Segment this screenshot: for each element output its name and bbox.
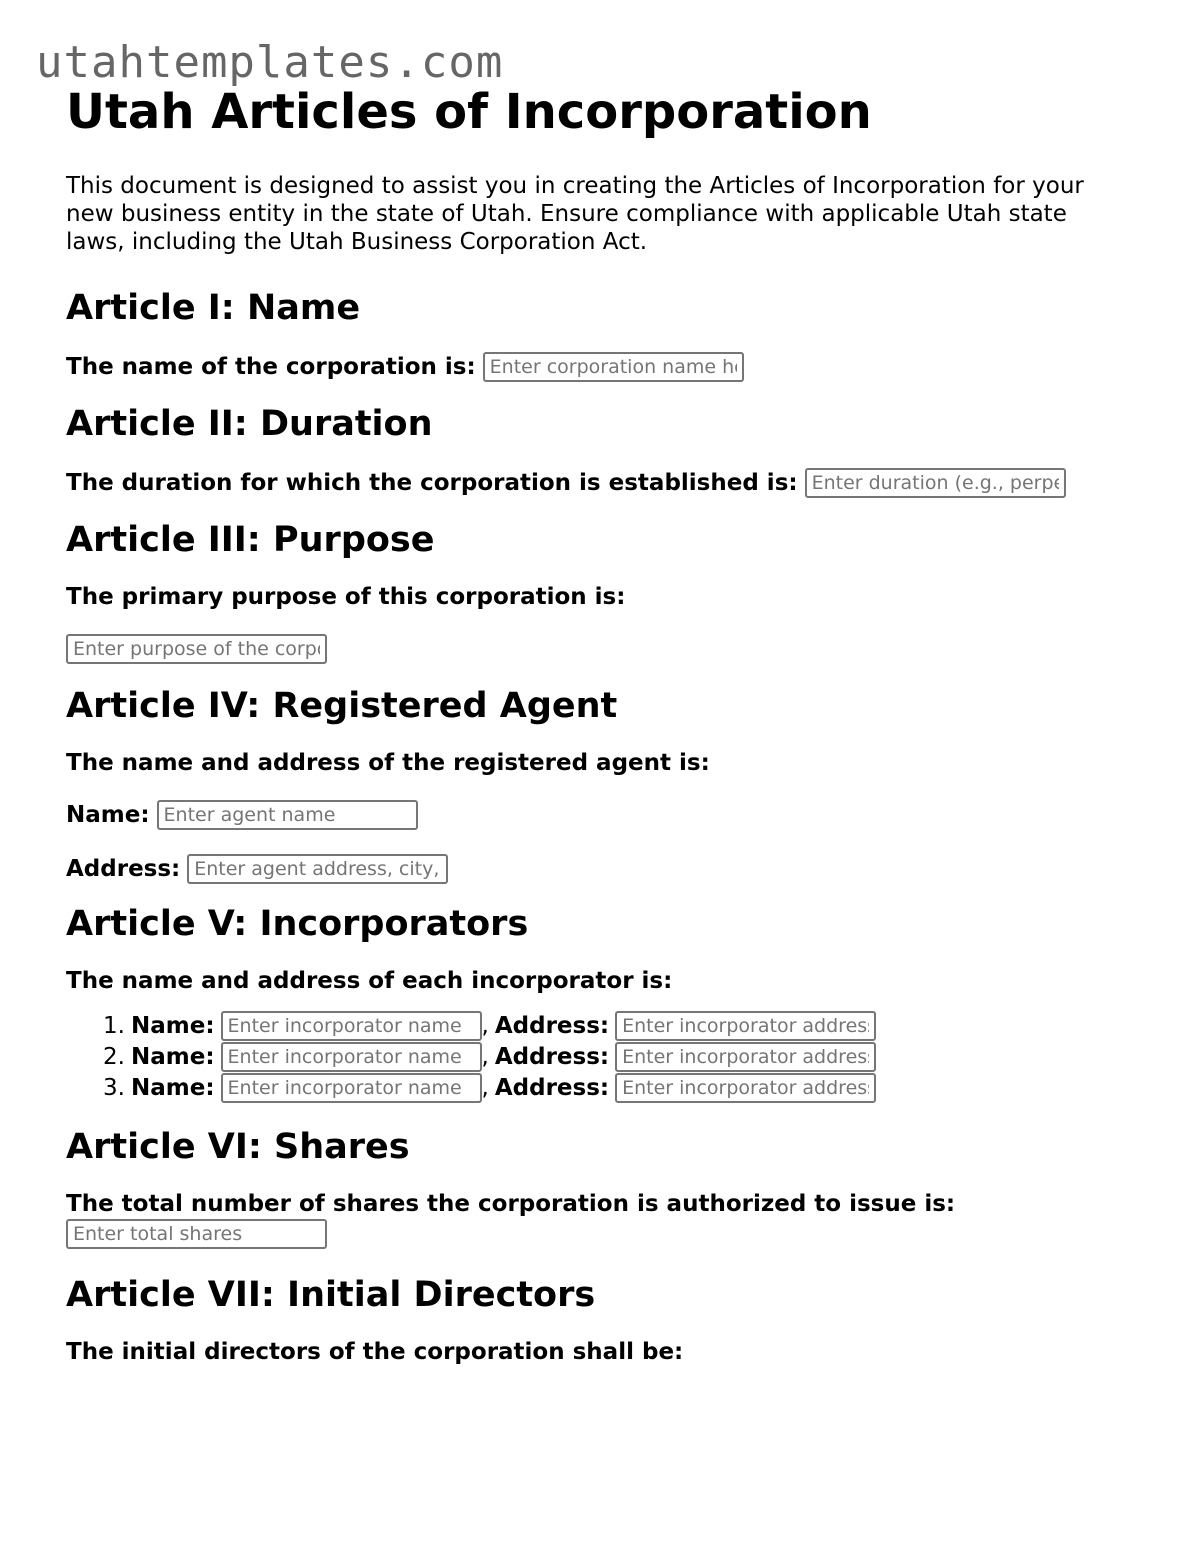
incorporator-name-label: Name: [131, 1074, 215, 1101]
incorporator-address-input[interactable] [615, 1011, 876, 1041]
incorporator-address-label: Address: [494, 1043, 610, 1070]
agent-address-row [66, 854, 1126, 884]
page-title: Utah Articles of Incorporation [66, 84, 872, 140]
incorporator-name-label: Name: [131, 1012, 215, 1039]
incorporator-address-label: Address: [494, 1074, 610, 1101]
article-6-heading: Article VI: Shares [66, 1127, 410, 1167]
separator: , [481, 1043, 489, 1070]
purpose-row [66, 634, 1126, 664]
incorporator-name-input[interactable] [221, 1073, 482, 1103]
corporation-name-label: The name of the corporation is: [66, 354, 476, 380]
duration-row [66, 468, 1126, 498]
shares-row [66, 1219, 1126, 1249]
incorporators-list [66, 1010, 1126, 1103]
article-3-heading: Article III: Purpose [66, 520, 435, 560]
article-5-heading: Article V: Incorporators [66, 904, 529, 944]
incorporator-name-input[interactable] [221, 1042, 482, 1072]
document-body [66, 82, 1126, 1367]
separator: , [481, 1074, 489, 1101]
agent-name-row [66, 800, 1126, 830]
separator: , [481, 1012, 489, 1039]
incorporator-address-input[interactable] [615, 1073, 876, 1103]
article-2-heading: Article II: Duration [66, 404, 433, 444]
list-number: 3. [103, 1074, 125, 1101]
corporation-name-input[interactable] [483, 352, 744, 382]
incorporator-name-input[interactable] [221, 1011, 482, 1041]
incorporator-name-label: Name: [131, 1043, 215, 1070]
agent-name-input[interactable] [157, 800, 418, 830]
incorporator-item [66, 1072, 1126, 1103]
list-number: 2. [103, 1043, 125, 1070]
shares-input[interactable] [66, 1219, 327, 1249]
incorporator-item [66, 1041, 1126, 1072]
article-4-heading: Article IV: Registered Agent [66, 686, 618, 726]
watermark: utahtemplates.com [36, 37, 504, 88]
duration-input[interactable] [805, 468, 1066, 498]
purpose-input[interactable] [66, 634, 327, 664]
duration-label: The duration for which the corporation is established is: [66, 470, 798, 496]
agent-address-label: Address: [66, 856, 181, 882]
incorporators-label: The name and address of each incorporator is: [66, 968, 673, 994]
agent-label: The name and address of the registered agent is: [66, 750, 710, 776]
agent-address-input[interactable] [187, 854, 448, 884]
list-number: 1. [103, 1012, 125, 1039]
intro-paragraph: This document is designed to assist you in creating the Articles of Incorporation for your new business entity in the state of Utah. Ensure compliance with applicable Utah state laws, including the Utah Business Corporation Act. [66, 173, 1084, 255]
corporation-name-row [66, 352, 1126, 382]
directors-label: The initial directors of the corporation shall be: [66, 1339, 684, 1365]
incorporator-address-input[interactable] [615, 1042, 876, 1072]
shares-label: The total number of shares the corporation is authorized to issue is: [66, 1191, 956, 1217]
article-1-heading: Article I: Name [66, 288, 361, 328]
incorporator-address-label: Address: [494, 1012, 610, 1039]
article-7-heading: Article VII: Initial Directors [66, 1275, 596, 1315]
incorporator-item [66, 1010, 1126, 1041]
purpose-label: The primary purpose of this corporation is: [66, 584, 626, 610]
agent-name-label: Name: [66, 802, 150, 828]
